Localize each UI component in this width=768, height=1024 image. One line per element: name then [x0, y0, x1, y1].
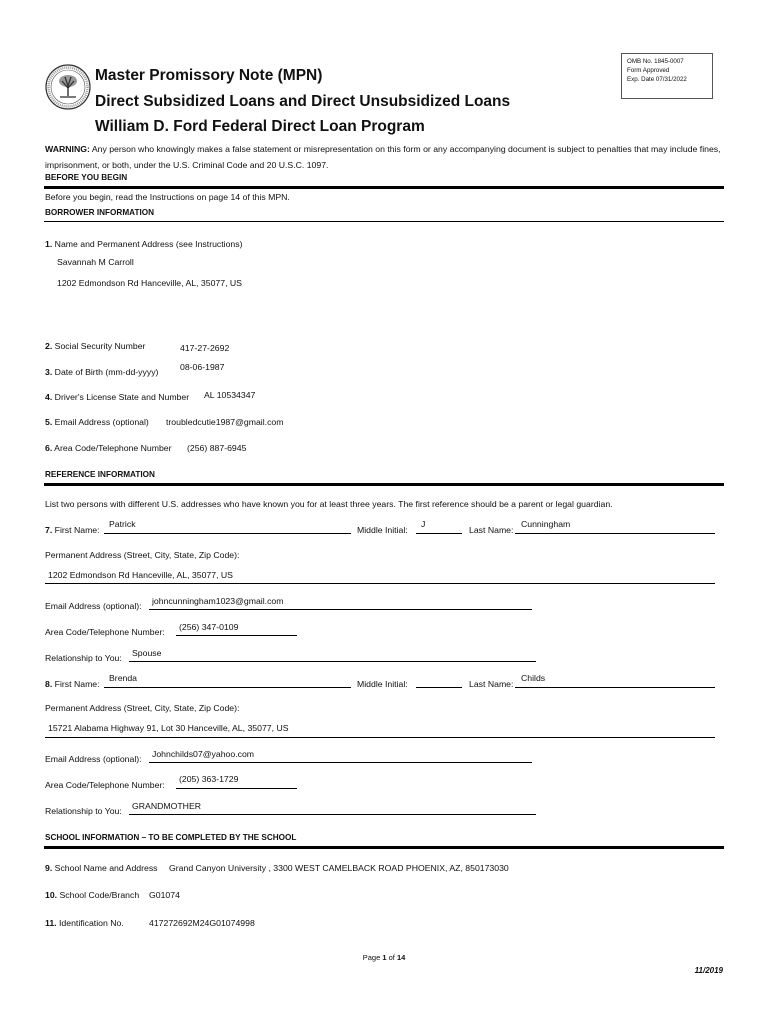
ref2-first-name-label: 8. First Name:	[45, 679, 100, 689]
ref2-phone: (205) 363-1729	[179, 774, 239, 784]
ref1-email-label: Email Address (optional):	[45, 601, 142, 611]
email-value: troubledcutie1987@gmail.com	[166, 417, 284, 427]
q2-label: 2. Social Security Number	[45, 341, 146, 351]
identification-number: 417272692M24G01074998	[149, 918, 255, 928]
borrower-address: 1202 Edmondson Rd Hanceville, AL, 35077, US	[57, 278, 242, 288]
ref1-first-name-line	[104, 533, 351, 534]
ref2-relationship-line	[129, 814, 536, 815]
phone-value: (256) 887-6945	[187, 443, 247, 453]
form-title: Master Promissory Note (MPN)	[95, 67, 323, 84]
ref2-last-name-line	[515, 687, 715, 688]
ref2-email-label: Email Address (optional):	[45, 754, 142, 764]
ref2-first-name: Brenda	[109, 673, 138, 683]
form-subtitle: Direct Subsidized Loans and Direct Unsubsidized Loans	[95, 93, 511, 110]
borrower-info-heading: BORROWER INFORMATION	[45, 208, 155, 217]
ref1-first-name: Patrick	[109, 519, 136, 529]
borrower-name: Savannah M Carroll	[57, 257, 134, 267]
q10-label: 10. School Code/Branch	[45, 890, 140, 900]
ref1-relationship: Spouse	[132, 648, 162, 658]
department-of-education-seal	[45, 64, 91, 110]
section-rule	[44, 221, 724, 222]
form-approved: Form Approved	[627, 67, 670, 74]
ref2-phone-line	[176, 788, 297, 789]
ref1-middle-initial-label: Middle Initial:	[357, 525, 408, 535]
ref1-phone-line	[176, 635, 297, 636]
before-you-begin-text: Before you begin, read the Instructions on page 14 of this MPN.	[45, 192, 290, 202]
ref2-relationship: GRANDMOTHER	[132, 801, 202, 811]
school-name-address: Grand Canyon University , 3300 WEST CAMELBACK ROAD PHOENIX, AZ, 850173030	[169, 863, 509, 873]
ref2-phone-label: Area Code/Telephone Number:	[45, 780, 165, 790]
ref2-first-name-line	[104, 687, 351, 688]
reference-info-heading: REFERENCE INFORMATION	[45, 470, 155, 479]
ref2-last-name: Childs	[521, 673, 546, 683]
q1-label: 1. Name and Permanent Address (see Instructions)	[45, 239, 243, 249]
ref1-address-label: Permanent Address (Street, City, State, Zip Code):	[45, 550, 240, 560]
ref1-last-name-line	[515, 533, 715, 534]
q6-label: 6. Area Code/Telephone Number	[45, 443, 172, 453]
ref2-middle-initial-line	[416, 687, 462, 688]
q9-label: 9. School Name and Address	[45, 863, 158, 873]
ref1-phone-label: Area Code/Telephone Number:	[45, 627, 165, 637]
reference-intro: List two persons with different U.S. addresses who have known you for at least three years. The first reference should be a parent or legal guardian.	[45, 499, 613, 509]
license-value: AL 10534347	[204, 390, 256, 400]
ref2-middle-initial-label: Middle Initial:	[357, 679, 408, 689]
ref1-middle-initial: J	[421, 519, 426, 529]
ref1-middle-initial-line	[416, 533, 462, 534]
omb-box	[621, 53, 713, 99]
ref1-relationship-line	[129, 661, 536, 662]
ref2-email-line	[149, 762, 532, 763]
page-number: Page 1 of 14	[362, 953, 406, 962]
q3-label: 3. Date of Birth (mm-dd-yyyy)	[45, 367, 159, 377]
school-info-heading: SCHOOL INFORMATION – TO BE COMPLETED BY THE SCHOOL	[45, 833, 297, 842]
ref1-last-name-label: Last Name:	[469, 525, 514, 535]
ref1-first-name-label: 7. First Name:	[45, 525, 100, 535]
ref1-address-line	[45, 583, 715, 584]
ref1-address: 1202 Edmondson Rd Hanceville, AL, 35077, US	[48, 570, 233, 580]
ref2-relationship-label: Relationship to You:	[45, 806, 122, 816]
expiration-date: Exp. Date 07/31/2022	[627, 76, 687, 83]
section-rule	[44, 186, 724, 189]
warning-statement	[45, 142, 725, 173]
warning-label: WARNING:	[45, 144, 90, 154]
ref2-address-label: Permanent Address (Street, City, State, Zip Code):	[45, 703, 240, 713]
program-title: William D. Ford Federal Direct Loan Program	[95, 118, 425, 135]
warning-text: Any person who knowingly makes a false statement or misrepresentation on this form or any accompanying document is subject to penalties that may include fines, imprisonment, or both, under the U.S. Criminal Code and 20 U.S.C. 1097.	[45, 144, 721, 170]
ref1-phone: (256) 347-0109	[179, 622, 239, 632]
school-code: G01074	[149, 890, 180, 900]
ref2-email: Johnchilds07@yahoo.com	[152, 749, 255, 759]
q5-label: 5. Email Address (optional)	[45, 417, 149, 427]
section-rule	[44, 483, 724, 486]
ref1-relationship-label: Relationship to You:	[45, 653, 122, 663]
q11-label: 11. Identification No.	[45, 918, 124, 928]
ref2-last-name-label: Last Name:	[469, 679, 514, 689]
dob-value: 08-06-1987	[180, 362, 225, 372]
ref1-last-name: Cunningham	[521, 519, 571, 529]
ref2-address-line	[45, 737, 715, 738]
before-you-begin-heading: BEFORE YOU BEGIN	[45, 173, 128, 182]
ref2-address: 15721 Alabama Highway 91, Lot 30 Hanceville, AL, 35077, US	[48, 723, 289, 733]
ssn-value: 417-27-2692	[180, 343, 230, 353]
section-rule	[44, 846, 724, 849]
ref1-email-line	[149, 609, 532, 610]
form-revision-date: 11/2019	[694, 966, 723, 975]
ref1-email: johncunningham1023@gmail.com	[152, 596, 284, 606]
omb-number: OMB No. 1845-0007	[627, 58, 684, 65]
q4-label: 4. Driver's License State and Number	[45, 392, 190, 402]
